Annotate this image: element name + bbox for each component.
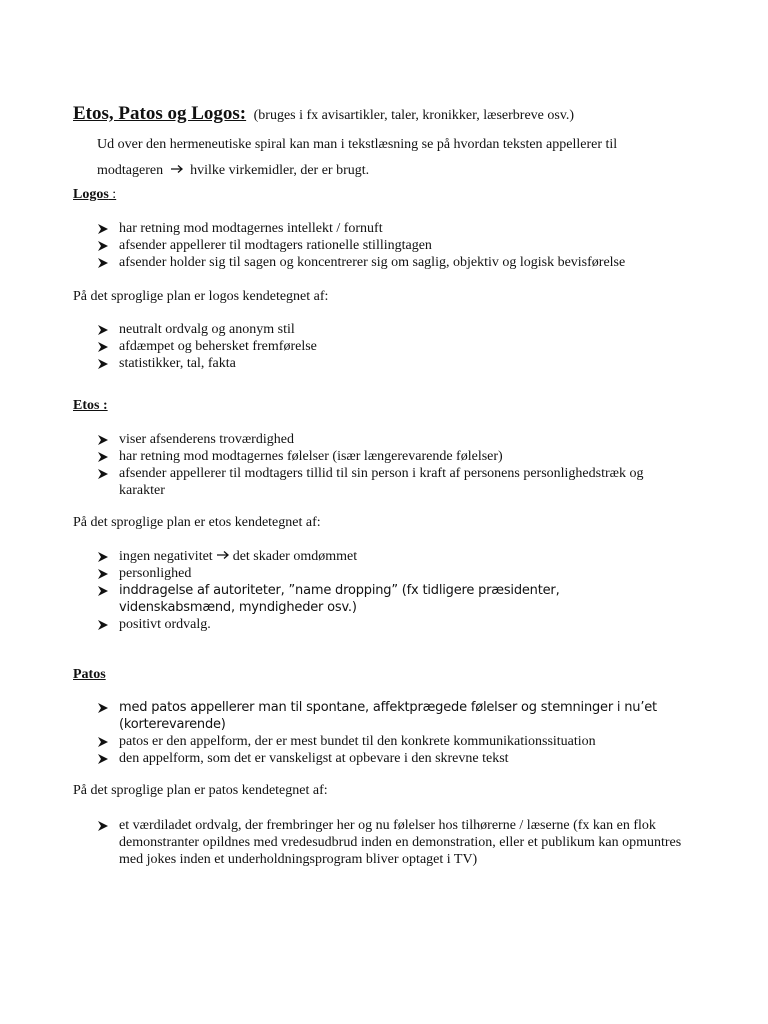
list-item (97, 321, 697, 338)
arrowhead-bullet-icon (97, 237, 111, 252)
list-item-text: afsender appellerer til modtagers tillid til sin person i kraft af personens personlighedstræk og karakter (119, 466, 644, 498)
arrowhead-bullet-icon (97, 582, 111, 597)
etos-language-intro: På det sproglige plan er etos kendetegnet af: (73, 515, 321, 530)
list-item-text-start: ingen negativitet (119, 549, 213, 564)
page-title (73, 103, 574, 125)
arrowhead-bullet-icon (97, 254, 111, 269)
arrowhead-bullet-icon (97, 355, 111, 370)
arrowhead-bullet-icon (97, 465, 111, 480)
list-item (97, 733, 697, 750)
list-item (97, 750, 697, 767)
arrowhead-bullet-icon (97, 733, 111, 748)
arrowhead-bullet-icon (97, 817, 111, 832)
list-item (97, 220, 697, 237)
list-item (97, 448, 697, 465)
list-item-text: har retning mod modtagernes intellekt / fornuft (119, 221, 383, 236)
list-item-text: afsender appellerer til modtagers rationelle stillingtagen (119, 238, 432, 253)
logos-heading-text: Logos (73, 187, 109, 202)
list-item (97, 699, 657, 733)
list-item-text: afsender holder sig til sagen og koncentrerer sig om saglig, objektiv og logisk bevisførelse (119, 255, 626, 270)
list-item-text (119, 548, 697, 565)
list-item-text: personlighed (119, 566, 192, 581)
title-subtitle: (bruges i fx avisartikler, taler, kronikker, læserbreve osv.) (253, 108, 575, 123)
arrowhead-bullet-icon (97, 616, 111, 631)
list-item-text: et værdiladet ordvalg, der frembringer her og nu følelser hos tilhørerne / læserne (fx kan en flok demonstranter opildnes med vredesudbrud inden en demonstration, eller et publikum kan opmuntres med jokes inden et underholdningsprogram bliver optaget i TV) (119, 818, 682, 867)
right-arrow-icon (170, 163, 184, 179)
list-item (97, 431, 697, 448)
right-arrow-icon (216, 548, 230, 565)
list-item (97, 817, 697, 868)
intro-line-1: Ud over den hermeneutiske spiral kan man i tekstlæsning se på hvordan teksten appellerer til (97, 137, 618, 152)
list-item-text: neutralt ordvalg og anonym stil (119, 322, 295, 337)
list-item (97, 565, 697, 582)
list-item-text: har retning mod modtagernes følelser (især længerevarende følelser) (119, 449, 503, 464)
etos-heading: Etos : (73, 398, 108, 413)
patos-heading: Patos (73, 667, 106, 682)
logos-heading-colon: : (108, 187, 117, 202)
list-item-text: statistikker, tal, fakta (119, 356, 236, 371)
intro-line-2-end: hvilke virkemidler, der er brugt. (190, 163, 370, 178)
list-item-text: viser afsenderens troværdighed (119, 432, 294, 447)
intro-line-2 (97, 163, 697, 179)
list-item (97, 465, 692, 499)
list-item (97, 254, 697, 271)
list-item (97, 616, 697, 633)
arrowhead-bullet-icon (97, 565, 111, 580)
arrowhead-bullet-icon (97, 321, 111, 336)
list-item-text: den appelform, som det er vanskeligst at opbevare i den skrevne tekst (119, 751, 509, 766)
list-item (97, 548, 697, 565)
list-item (97, 338, 697, 355)
list-item-text-end: det skader omdømmet (232, 549, 358, 564)
list-item-text: inddragelse af autoriteter, ”name dropping” (fx tidligere præsidenter, videnskabsmænd, myndigheder osv.) (119, 583, 560, 615)
patos-language-intro: På det sproglige plan er patos kendetegnet af: (73, 783, 328, 798)
arrowhead-bullet-icon (97, 220, 111, 235)
intro-line-2-start: modtageren (97, 163, 164, 178)
list-item-text: patos er den appelform, der er mest bundet til den konkrete kommunikationssituation (119, 734, 596, 749)
list-item (97, 355, 697, 372)
list-item-text: afdæmpet og behersket fremførelse (119, 339, 317, 354)
list-item-text: positivt ordvalg. (119, 617, 211, 632)
arrowhead-bullet-icon (97, 431, 111, 446)
list-item (97, 237, 697, 254)
list-item (97, 582, 677, 616)
logos-language-intro: På det sproglige plan er logos kendetegnet af: (73, 289, 329, 304)
list-item-text: med patos appellerer man til spontane, affektprægede følelser og stemninger i nu’et (korterevarende) (119, 700, 657, 732)
arrowhead-bullet-icon (97, 338, 111, 353)
arrowhead-bullet-icon (97, 548, 111, 563)
arrowhead-bullet-icon (97, 750, 111, 765)
title-main: Etos, Patos og Logos: (73, 103, 247, 124)
logos-heading (73, 187, 116, 203)
arrowhead-bullet-icon (97, 448, 111, 463)
arrowhead-bullet-icon (97, 699, 111, 714)
